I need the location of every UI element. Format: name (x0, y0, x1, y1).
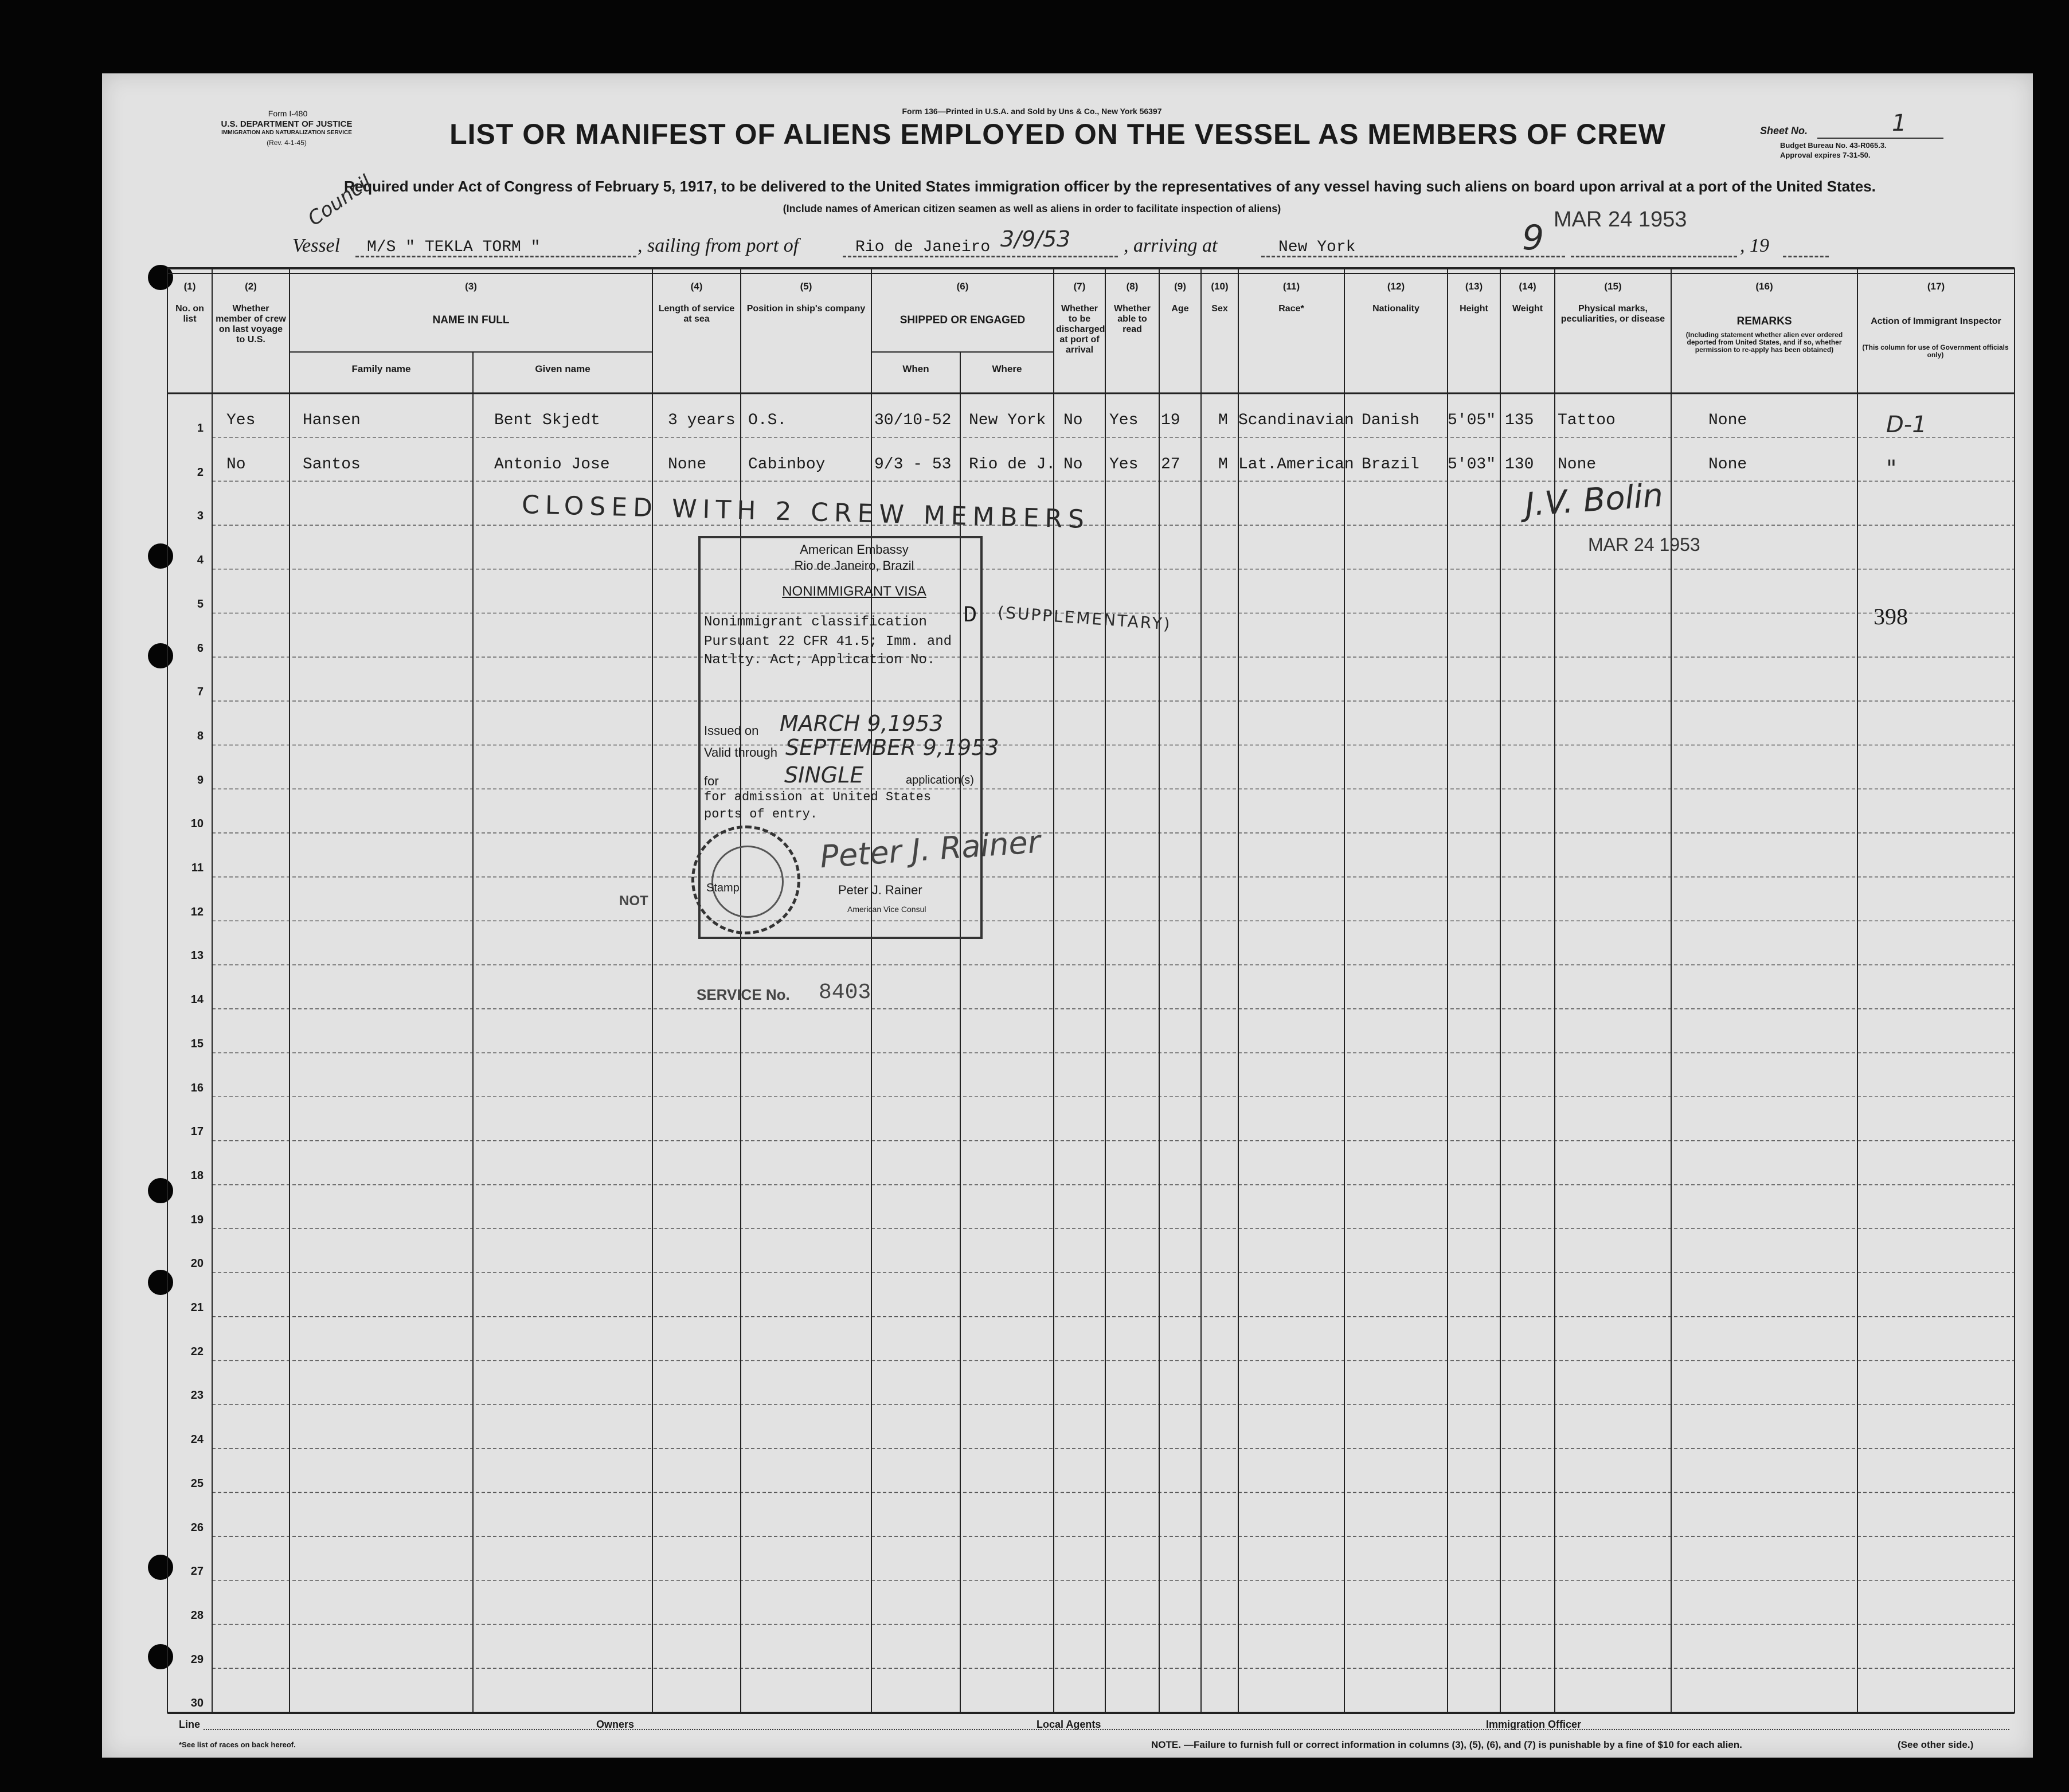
line-number: 15 (190, 1037, 204, 1050)
footer-owners: Owners (596, 1719, 635, 1730)
action-note: (This column for use of Government officials only) (1862, 343, 2009, 359)
column-label: Physical marks, peculiarities, or disease (1560, 304, 1665, 324)
crew-where: Rio de J. (969, 455, 1056, 474)
column-label: Nationality (1372, 304, 1419, 314)
line-number: 29 (190, 1653, 204, 1666)
column-label: Age (1171, 304, 1189, 314)
column-label: SHIPPED OR ENGAGED (899, 314, 1026, 326)
crew-weight: 135 (1505, 412, 1534, 429)
for-value: SINGLE (784, 762, 864, 788)
sheet-number: 1 (1892, 110, 1907, 136)
service-no-label: SERVICE No. (697, 986, 790, 1003)
service-no-value: 8403 (819, 980, 871, 1005)
crew-action: " (1886, 455, 1897, 482)
line-number: 25 (190, 1477, 204, 1490)
line-number: 27 (190, 1565, 204, 1578)
remarks-note: (Including statement whether alien ever ordered deported from United States, and if so, whether permission to re-apply has been obtained) (1685, 331, 1843, 354)
crew-age: 27 (1161, 455, 1180, 474)
line-number: 4 (197, 554, 204, 567)
column-label: NAME IN FULL (432, 314, 510, 326)
not-text: NOT (619, 893, 648, 909)
inspection-date-stamp: MAR 24 1953 (1588, 534, 1700, 555)
column-number: (5) (800, 281, 812, 292)
consular-seal-icon (691, 825, 800, 934)
penalty-note: —Failure to furnish full or correct information in columns (3), (5), (6), and (7) is punishable by a fine of $10 for each alien. (1184, 1739, 1742, 1750)
line-number: 10 (190, 817, 204, 831)
number-398: 398 (1874, 604, 1908, 629)
footer-officer: Immigration Officer (1486, 1719, 1582, 1730)
crew-sex: M (1218, 455, 1228, 474)
line-number: 20 (190, 1257, 204, 1270)
crew-nationality: Brazil (1362, 455, 1419, 474)
column-label: Whether to be discharged at port of arrival (1056, 304, 1105, 355)
crew-race: Lat.American (1238, 455, 1354, 474)
column-number: (13) (1465, 281, 1483, 292)
crew-discharged: No (1063, 412, 1083, 429)
crew-service: None (668, 455, 707, 474)
year-label: , 19 (1740, 235, 1769, 256)
signer-name: Peter J. Rainer (838, 883, 922, 897)
see-other-side: (See other side.) (1898, 1739, 1974, 1750)
crew-read: Yes (1109, 455, 1139, 474)
required-text: Required under Act of Congress of February 5, 1917, to be delivered to the United States immigration officer by the representatives of any vessel having such aliens on board upon arrival at a port of the United States. (344, 178, 1876, 195)
signer-title: American Vice Consul (847, 905, 926, 914)
column-label: Whether member of crew on last voyage to U.S. (216, 304, 286, 345)
arrival-port: New York (1278, 238, 1356, 256)
crew-action: D-1 (1886, 412, 1927, 438)
column-number: (12) (1387, 281, 1405, 292)
line-number: 8 (197, 729, 204, 742)
crew-position: O.S. (748, 412, 787, 429)
crew-height: 5'05" (1448, 412, 1496, 429)
sailing-label: , sailing from port of (637, 235, 799, 256)
closed-annotation: CLOSED WITH 2 CREW MEMBERS (521, 490, 1090, 534)
column-label: Whether able to read (1114, 304, 1151, 334)
approval-date: Approval expires 7-31-50. (1780, 151, 1871, 159)
column-label: Race* (1278, 304, 1304, 314)
crew-remarks: None (1708, 455, 1747, 474)
crew-given: Bent Skjedt (494, 412, 600, 429)
crew-weight: 130 (1505, 455, 1534, 474)
crew-when: 9/3 - 53 (874, 455, 952, 474)
crew-height: 5'03" (1448, 455, 1496, 474)
line-number: 12 (190, 905, 204, 918)
crew-where: New York (969, 412, 1046, 429)
embassy-city: Rio de Janeiro, Brazil (794, 558, 914, 573)
line-number: 23 (190, 1389, 204, 1402)
line-number: 30 (190, 1697, 204, 1710)
footer-agents: Local Agents (1037, 1719, 1101, 1730)
crew-member: No (226, 455, 246, 474)
crew-sex: M (1218, 412, 1228, 429)
line-number: 1 (197, 422, 204, 435)
line-number: 11 (191, 862, 204, 874)
column-label: Height (1460, 304, 1488, 314)
line-number: 2 (197, 465, 204, 479)
line-number: 9 (197, 773, 204, 787)
crew-position: Cabinboy (748, 455, 826, 474)
column-number: (3) (465, 281, 477, 292)
consul-signature: Peter J. Rainer (819, 823, 1042, 875)
races-note: *See list of races on back hereof. (179, 1740, 296, 1749)
visa-class-line: Nonimmigrant classification (704, 615, 927, 630)
column-number: (16) (1755, 281, 1773, 292)
note-label: NOTE. (1151, 1739, 1181, 1750)
valid-date: SEPTEMBER 9,1953 (785, 735, 999, 760)
visa-title: NONIMMIGRANT VISA (782, 584, 926, 599)
page-title: LIST OR MANIFEST OF ALIENS EMPLOYED ON THE VESSEL AS MEMBERS OF CREW (449, 118, 1666, 150)
visa-act: Natlty. Act; Application No. (704, 652, 936, 668)
line-number: 5 (197, 597, 204, 611)
crew-service: 3 years (668, 412, 736, 429)
department: U.S. DEPARTMENT OF JUSTICE (221, 119, 353, 129)
column-number: (2) (245, 281, 257, 292)
column-label: Weight (1512, 304, 1543, 314)
embassy-name: American Embassy (800, 542, 909, 557)
service-name: IMMIGRATION AND NATURALIZATION SERVICE (221, 130, 352, 136)
column-label: Sex (1211, 304, 1228, 314)
arriving-label: , arriving at (1124, 235, 1218, 256)
line-number: 22 (190, 1345, 204, 1358)
column-number: (14) (1519, 281, 1536, 292)
supplementary-note: (SUPPLEMENTARY) (997, 602, 1172, 634)
column-number: (4) (690, 281, 703, 292)
include-text: (Include names of American citizen seamen as well as aliens in order to facilitate inspection of aliens) (783, 203, 1281, 214)
arrival-day: 9 (1522, 218, 1544, 258)
valid-label: Valid through (704, 745, 778, 760)
column-label: Position in ship's company (746, 304, 866, 314)
inspector-signature: J.V. Bolin (1524, 476, 1665, 524)
visa-pursuant: Pursuant 22 CFR 41.5; Imm. and (704, 634, 952, 649)
crew-when: 30/10-52 (874, 412, 952, 429)
line-number: 16 (190, 1081, 204, 1094)
stamp-label: Stamp (706, 882, 740, 894)
given-name-header: Given name (535, 363, 590, 374)
line-number: 7 (197, 686, 204, 699)
column-label: Action of Immigrant Inspector (1871, 316, 2001, 326)
crew-remarks: None (1708, 412, 1747, 429)
printer-line: Form 136—Printed in U.S.A. and Sold by Uns & Co., New York 56397 (902, 107, 1162, 116)
sheet-label: Sheet No. (1760, 125, 1808, 136)
column-label: Length of service at sea (658, 304, 735, 324)
form-code: Form I-480 (268, 109, 308, 118)
family-name-header: Family name (351, 363, 411, 374)
for-label: for (704, 774, 719, 788)
footer-line: Line (179, 1719, 201, 1730)
crew-read: Yes (1109, 412, 1139, 429)
crew-race: Scandinavian (1238, 412, 1354, 429)
line-number: 6 (197, 641, 204, 655)
admission-text: for admission at United States (704, 790, 932, 804)
line-number: 28 (190, 1609, 204, 1622)
crew-family: Santos (303, 455, 361, 474)
application-label: application(s) (906, 774, 974, 787)
column-number: (11) (1282, 281, 1300, 292)
column-number: (17) (1927, 281, 1945, 292)
column-number: (1) (183, 281, 196, 292)
column-number: (9) (1174, 281, 1186, 292)
crew-marks: Tattoo (1558, 412, 1616, 429)
crew-family: Hansen (303, 412, 361, 429)
crew-discharged: No (1063, 455, 1083, 474)
vessel-label: Vessel (292, 235, 341, 256)
issued-label: Issued on (704, 723, 759, 738)
line-number: 3 (197, 510, 204, 523)
column-number: (15) (1604, 281, 1622, 292)
crew-age: 19 (1161, 412, 1180, 429)
revision: (Rev. 4-1-45) (267, 139, 307, 147)
column-number: (6) (956, 281, 969, 292)
crew-given: Antonio Jose (494, 455, 610, 474)
crew-nationality: Danish (1362, 412, 1419, 429)
column-label: REMARKS (1736, 315, 1792, 327)
column-number: (10) (1211, 281, 1229, 292)
vessel-name: M/S " TEKLA TORM " (367, 238, 541, 256)
issued-date: MARCH 9,1953 (780, 711, 944, 736)
port-of-departure: Rio de Janeiro (855, 238, 991, 256)
line-number: 18 (190, 1169, 204, 1182)
departure-date: 3/9/53 (1000, 226, 1071, 252)
footer-signature-line (204, 1729, 2009, 1730)
line-number: 26 (190, 1521, 204, 1534)
column-number: (7) (1073, 281, 1086, 292)
line-number: 14 (190, 993, 204, 1007)
visa-class-value: D (963, 603, 977, 629)
column-number: (8) (1126, 281, 1139, 292)
crew-marks: None (1558, 455, 1597, 474)
line-number: 19 (190, 1213, 204, 1226)
budget-no: Budget Bureau No. 43-R065.3. (1780, 141, 1887, 150)
line-number: 24 (190, 1433, 204, 1446)
line-number: 13 (190, 949, 204, 962)
when-header: When (902, 363, 929, 374)
arrival-date-stamp: MAR 24 1953 (1554, 208, 1687, 232)
line-number: 21 (190, 1301, 204, 1314)
where-header: Where (992, 363, 1022, 374)
line-number: 17 (190, 1125, 204, 1138)
ports-text: ports of entry. (704, 807, 818, 821)
column-label: No. on list (175, 304, 204, 324)
margin-note: Council (303, 170, 376, 231)
crew-member: Yes (226, 412, 256, 429)
